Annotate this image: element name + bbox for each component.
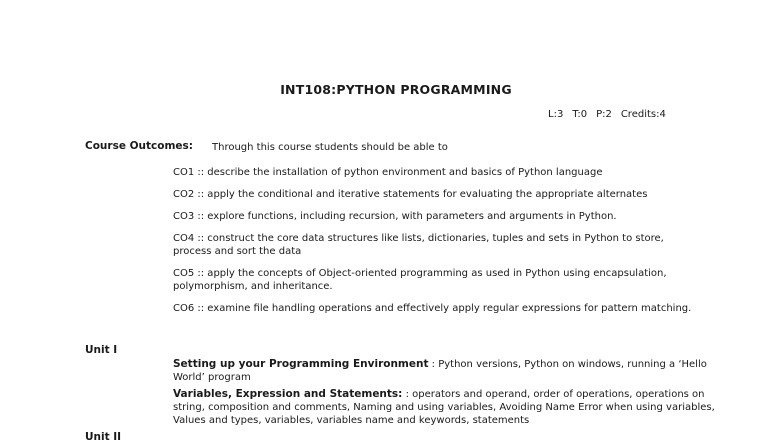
topic-heading: Variables, Expression and Statements:: [173, 388, 403, 400]
tutorial-hours: T:0: [572, 109, 588, 120]
course-outcomes-intro: Through this course students should be able to: [212, 142, 448, 153]
topic-heading: Setting up your Programming Environment: [173, 358, 429, 370]
topic-text: : Python versions, Python on windows, running a ‘Hello World’ program: [173, 359, 707, 383]
course-outcome-6: CO6 :: examine file handling operations and effectively apply regular expressions for pattern matching.: [173, 303, 692, 314]
course-outcome-3: CO3 :: explore functions, including recursion, with parameters and arguments in Python.: [173, 211, 617, 222]
credits-count: Credits:4: [620, 109, 666, 120]
course-outcomes-list: [173, 166, 693, 324]
credit-structure: [548, 109, 675, 120]
unit-2-label: Unit II: [85, 431, 122, 443]
course-outcome-4: CO4 :: construct the core data structures like lists, dictionaries, tuples and sets in Python to store, process and sort the data: [173, 233, 664, 257]
unit-1-topic-2: [173, 388, 718, 427]
course-title: INT108:PYTHON PROGRAMMING: [280, 82, 512, 97]
course-outcome-1: CO1 :: describe the installation of python environment and basics of Python language: [173, 167, 603, 178]
course-outcome-5: CO5 :: apply the concepts of Object-oriented programming as used in Python using encapsulation, polymorphism, and inheritance.: [173, 268, 667, 292]
lecture-hours: L:3: [548, 109, 564, 120]
topic-text: : operators and operand, order of operations, operations on string, composition and comments, Naming and using variables, Avoiding Name Error when using variables, Values and types, variables, variables name and keywords, statements: [173, 389, 715, 426]
unit-1-content: [173, 358, 718, 431]
course-outcome-2: CO2 :: apply the conditional and iterative statements for evaluating the appropriate alternates: [173, 189, 648, 200]
practical-hours: P:2: [596, 109, 612, 120]
unit-1-topic-1: [173, 358, 718, 384]
unit-1-label: Unit I: [85, 344, 118, 356]
course-outcomes-label: Course Outcomes:: [85, 140, 193, 152]
